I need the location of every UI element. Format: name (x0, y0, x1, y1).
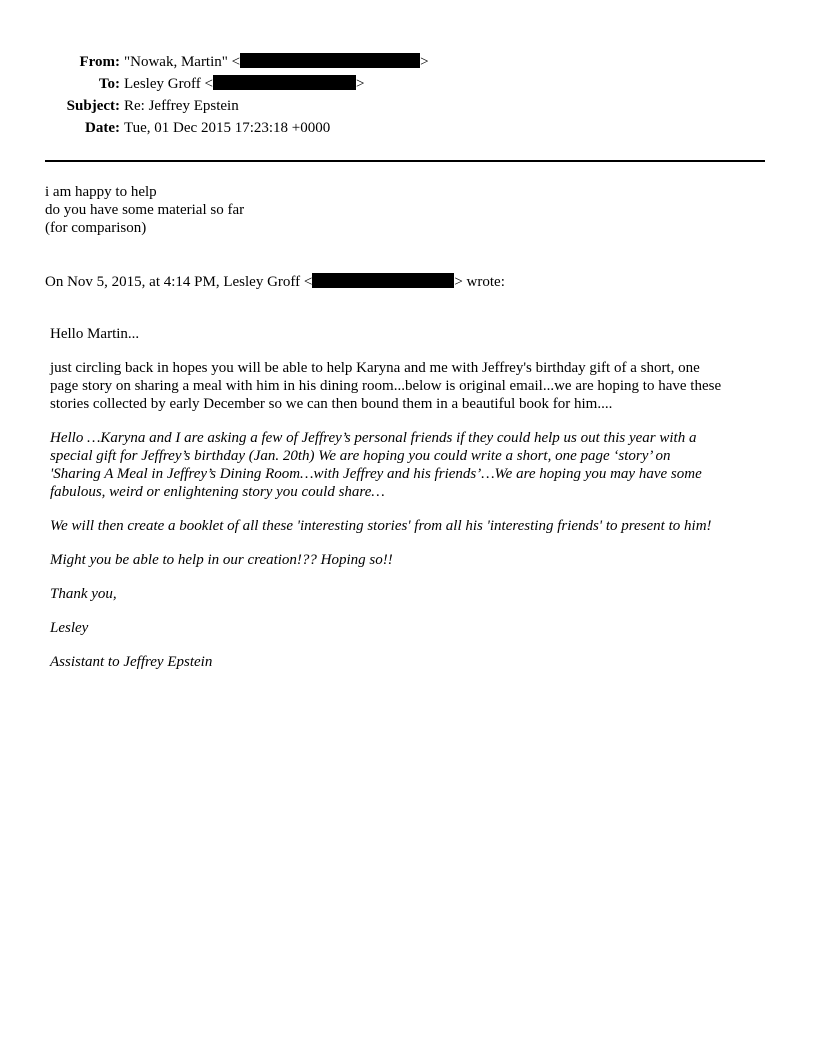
from-value (124, 53, 429, 71)
open-bracket: < (231, 54, 241, 70)
subject-value: Re: Jeffrey Epstein (124, 98, 239, 114)
quote-intro-suffix: > wrote: (454, 274, 505, 290)
quoted-body (50, 359, 770, 413)
redacted-email-from (240, 53, 420, 68)
quoted-message (50, 325, 770, 687)
reply-line: i am happy to help (45, 184, 157, 200)
redacted-email-quote (312, 273, 454, 288)
reply-line: (for comparison) (45, 220, 147, 236)
booklet-line: We will then create a booklet of all these 'interesting stories' from all his 'interesting friends' to present to him! (50, 518, 712, 534)
redacted-email-to (213, 75, 356, 90)
open-bracket: < (204, 76, 213, 92)
quote-intro-prefix: On Nov 5, 2015, at 4:14 PM, Lesley Groff < (45, 274, 313, 290)
close-bracket: > (420, 54, 429, 70)
reply-line: do you have some material so far (45, 202, 245, 218)
from-row (0, 53, 816, 75)
to-label: To: (98, 76, 120, 92)
date-label: Date: (85, 120, 120, 136)
to-value (124, 75, 364, 93)
help-line: Might you be able to help in our creation!?? Hoping so!! (50, 552, 393, 568)
close-bracket: > (356, 76, 365, 92)
date-row (0, 119, 816, 141)
thanks-line: Thank you, (50, 586, 117, 602)
from-label: From: (79, 54, 120, 70)
signature-title: Assistant to Jeffrey Epstein (50, 654, 213, 670)
original-email-line: fabulous, weird or enlightening story you could share… (50, 484, 385, 500)
quoted-greeting: Hello Martin... (50, 326, 140, 342)
signature-name: Lesley (50, 620, 89, 636)
original-email-line: 'Sharing A Meal in Jeffrey’s Dining Room…with Jeffrey and his friends’…We are hoping you may have some (50, 466, 702, 482)
quoted-body-line: just circling back in hopes you will be able to help Karyna and me with Jeffrey's birthday gift of a short, one (50, 360, 700, 376)
from-name: "Nowak, Martin" (124, 54, 228, 70)
quoted-body-line: page story on sharing a meal with him in his dining room...below is original email...we are hoping to have these (50, 378, 722, 394)
subject-label: Subject: (66, 98, 120, 114)
original-email-text (50, 429, 770, 501)
email-header (0, 53, 816, 141)
original-email-line: Hello …Karyna and I are asking a few of Jeffrey’s personal friends if they could help us out this year with a (50, 430, 697, 446)
to-row (0, 75, 816, 97)
header-divider (45, 160, 765, 162)
quoted-body-line: stories collected by early December so we can then bound them in a beautiful book for him.... (50, 396, 613, 412)
original-email-line: special gift for Jeffrey’s birthday (Jan. 20th) We are hoping you could write a short, one page ‘story’ on (50, 448, 671, 464)
date-value: Tue, 01 Dec 2015 17:23:18 +0000 (124, 120, 331, 136)
to-name: Lesley Groff (124, 76, 201, 92)
subject-row (0, 97, 816, 119)
reply-body (45, 183, 765, 237)
quote-intro (45, 273, 505, 291)
